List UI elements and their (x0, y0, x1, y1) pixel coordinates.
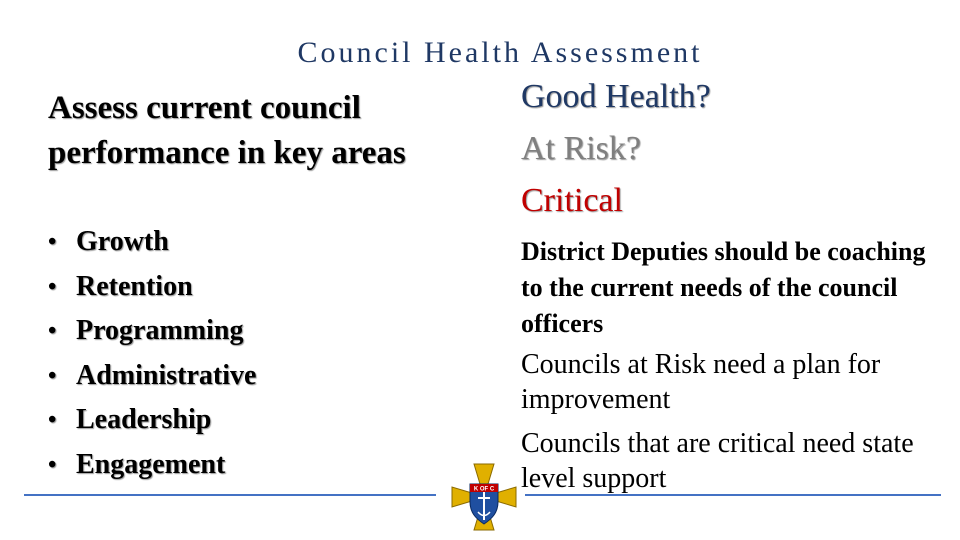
status-at-risk: At Risk? (521, 130, 641, 167)
divider-left (24, 494, 436, 496)
critical-paragraph: Councils that are critical need state level support (521, 428, 914, 494)
bullet-icon: • (48, 362, 57, 389)
list-item (48, 354, 256, 399)
divider-right (525, 494, 941, 496)
bullet-icon: • (48, 407, 57, 434)
list-item-label: Leadership (76, 404, 212, 436)
logo-letters: K OF C (473, 486, 495, 493)
list-item (48, 398, 256, 443)
list-item-label: Growth (76, 226, 169, 257)
bullet-icon: • (48, 318, 57, 345)
district-deputies-paragraph: District Deputies should be coaching to the current needs of the council officers (521, 237, 926, 338)
left-heading: Assess current council performance in key areas (48, 90, 406, 171)
bullet-icon: • (48, 229, 57, 255)
slide-title: Council Health Assessment (297, 36, 703, 69)
list-item-label: Programming (76, 315, 244, 347)
list-item-label: Retention (76, 270, 193, 302)
at-risk-paragraph: Councils at Risk need a plan for improvement (521, 349, 881, 415)
list-item (48, 443, 256, 488)
bullet-icon: • (48, 451, 57, 478)
list-item-label: Engagement (76, 448, 226, 480)
bullet-icon: • (48, 273, 57, 300)
status-critical: Critical (521, 182, 623, 219)
knights-of-columbus-emblem-icon (450, 462, 518, 532)
status-good-health: Good Health? (521, 78, 711, 115)
list-item (48, 265, 256, 310)
list-item (48, 309, 256, 354)
list-item (48, 220, 256, 265)
key-areas-list (48, 220, 256, 488)
list-item-label: Administrative (76, 359, 257, 391)
